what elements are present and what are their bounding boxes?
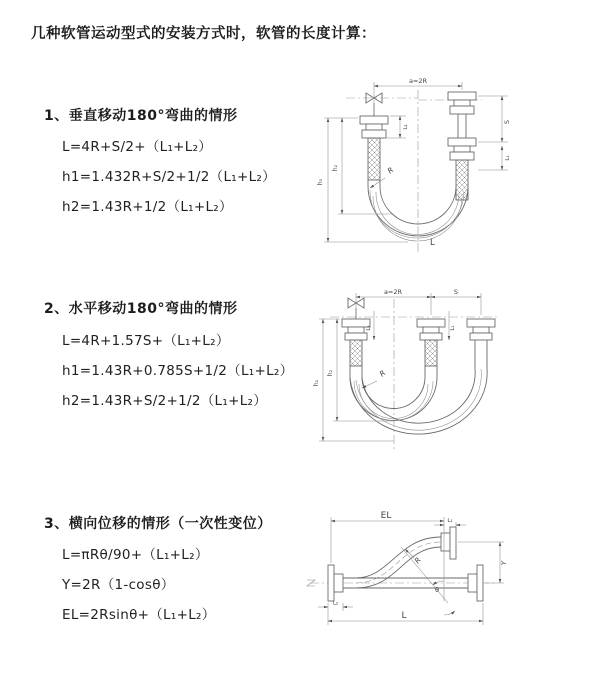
h2-label: h₂ — [327, 369, 334, 377]
middle-end-fitting — [417, 319, 445, 366]
section-3-heading: 3、横向位移的情形（一次性变位） — [44, 516, 272, 532]
span-label: a=2R — [408, 77, 428, 85]
h2-label: h₂ — [332, 164, 339, 172]
h1-label: h₁ — [313, 379, 320, 387]
l2-label: L₂ — [332, 600, 339, 607]
dimension-stroke-S — [431, 288, 481, 297]
dimension-EL — [331, 511, 444, 563]
hose-u-curves — [350, 366, 487, 434]
dimension-span — [356, 288, 481, 315]
radius-label: R — [377, 368, 388, 379]
l1-label: L₁ — [450, 325, 456, 331]
angle-construction — [401, 517, 455, 615]
length-label: L — [401, 611, 407, 621]
dimension-L1 — [434, 518, 466, 527]
l1-label: L₁ — [447, 518, 453, 524]
radius-callout — [362, 368, 387, 388]
lower-right-flange — [468, 565, 483, 601]
l2-label: L₂ — [403, 124, 409, 130]
section-3-formula-Y: Y=2R（1-cosθ） — [62, 577, 175, 593]
l1-label: L₁ — [505, 155, 511, 161]
left-end-fitting — [360, 116, 388, 180]
horizontal-180-bend-diagram — [310, 281, 542, 459]
vertical-180-bend-diagram — [312, 70, 530, 258]
section-1-formula-h2: h2=1.43R+1/2（L₁+L₂） — [62, 199, 233, 215]
displaced-s-curve-hose — [356, 537, 441, 588]
section-1-formula-L: L=4R+S/2+（L₁+L₂） — [62, 139, 213, 155]
length-label: L — [430, 238, 435, 248]
dimension-L — [328, 600, 483, 625]
right-end-fitting-lowered — [448, 138, 476, 200]
section-3-formula-L: L=πRθ/90+（L₁+L₂） — [62, 547, 209, 563]
span-label: a=2R — [383, 288, 403, 296]
stroke-label: S — [453, 288, 459, 296]
el-label: EL — [380, 511, 392, 521]
section-2-heading: 2、水平移动180°弯曲的情形 — [44, 301, 238, 317]
section-3-formula-EL: EL=2Rsinθ+（L₁+L₂） — [62, 607, 216, 623]
page-title: 几种软管运动型式的安装方式时，软管的长度计算： — [31, 26, 376, 42]
stroke-label: S — [503, 119, 511, 125]
section-2-formula-h2: h2=1.43R+S/2+1/2（L₁+L₂） — [62, 393, 268, 409]
dimension-stroke-S — [478, 96, 511, 142]
radius-label: R — [385, 165, 396, 176]
section-2-formula-L: L=4R+1.57S+（L₁+L₂） — [62, 333, 230, 349]
section-1-heading: 1、垂直移动180°弯曲的情形 — [44, 108, 238, 124]
section-2-formula-h1: h1=1.43R+0.785S+1/2（L₁+L₂） — [62, 363, 294, 379]
right-end-fitting-shifted — [467, 319, 495, 369]
dimension-L1 — [478, 146, 511, 170]
y-label: Y — [500, 560, 508, 566]
section-1-formula-h1: h1=1.432R+S/2+1/2（L₁+L₂） — [62, 169, 276, 185]
dimension-L1 — [449, 311, 456, 340]
lateral-displacement-diagram — [298, 503, 560, 645]
dimension-L2 — [318, 601, 353, 612]
radius-label: R — [412, 555, 423, 566]
theta-label: θ — [435, 586, 439, 594]
right-end-fitting-raised — [448, 92, 476, 138]
upper-right-flange — [441, 527, 456, 559]
h1-label: h₁ — [317, 178, 324, 186]
l2-label: L₂ — [366, 325, 372, 331]
